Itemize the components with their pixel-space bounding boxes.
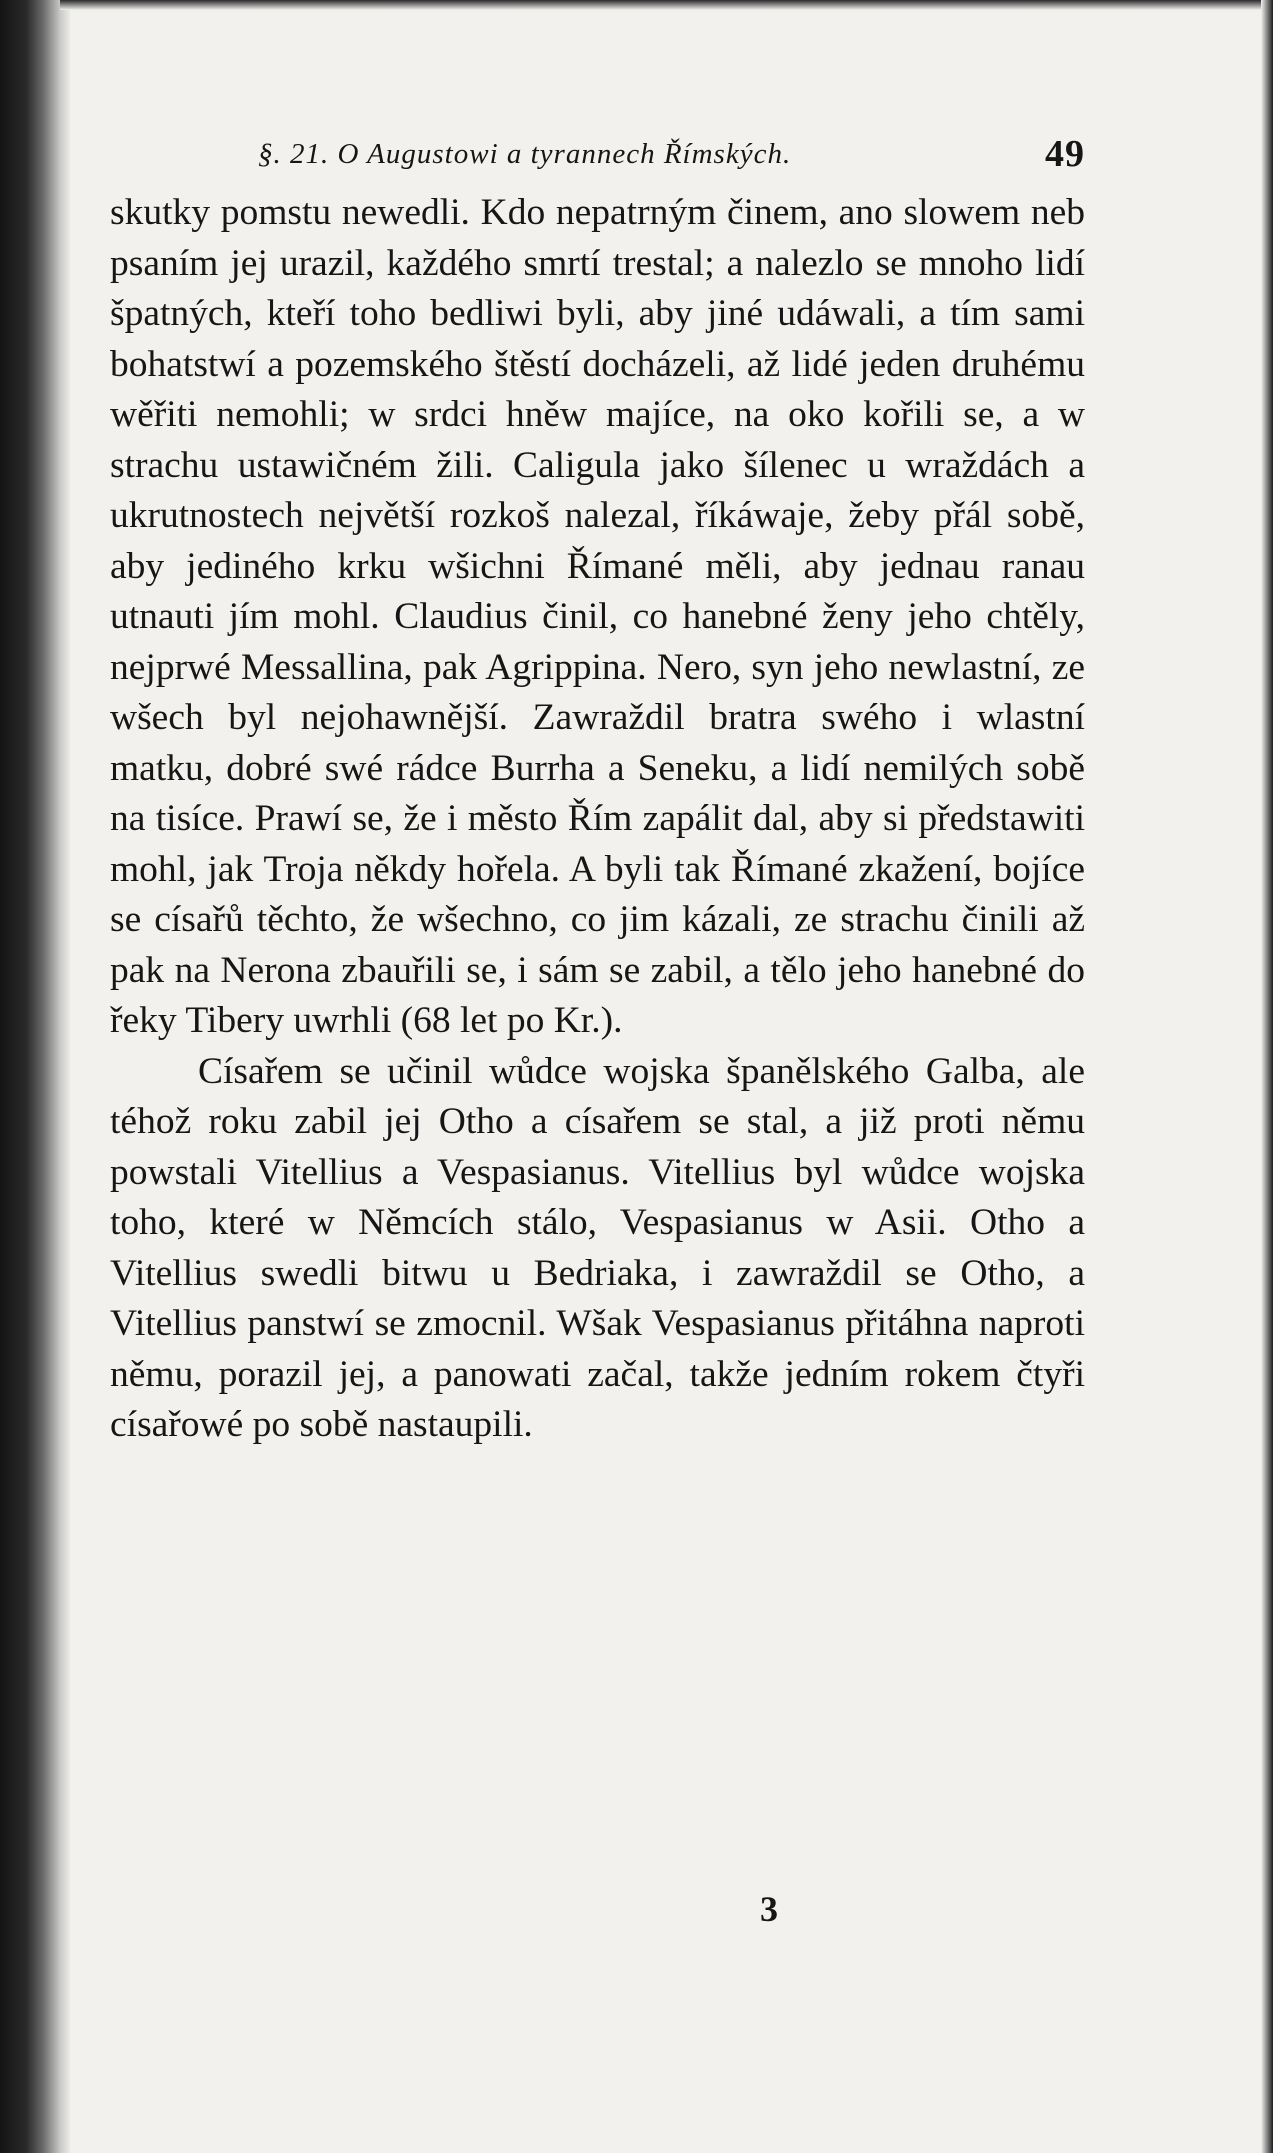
paragraph-2: Císařem se učinil wůdce wojska španělského Galba, ale téhož roku zabil jej Otho a císařem se stal, a již proti němu powstali Vitellius a Vespasianus. Vitellius byl wůdce wojska toho, které w Němcích stálo, Vespasianus w Asii. Otho a Vitellius swedli bitwu u Bedriaka, i zawraždil se Otho, a Vitellius panstwí se zmocnil. Wšak Vespasianus přitáhna naproti němu, porazil jej, a panowati začal, takže jedním rokem čtyři císařowé po sobě nastaupili.	[110, 1050, 1085, 1445]
paragraph-1: skutky pomstu newedli. Kdo nepatrným činem, ano slowem neb psaním jej urazil, každého smrtí trestal; a nalezlo se mnoho lidí špatných, kteří toho bedliwi byli, aby jiné udáwali, a tím sami bohatstwí a pozemského štěstí docházeli, až lidé jeden druhému wěřiti nemohli; w srdci hněw majíce, na oko kořili se, a w strachu ustawičném žili. Caligula jako šílenec u wraždách a ukrutnostech největší rozkoš nalezal, říkáwaje, žeby přál sobě, aby jediného krku wšichni Římané měli, aby jednau ranau utnauti jím mohl. Claudius činil, co hanebné ženy jeho chtěly, nejprwé Messallina, pak Agrippina. Nero, syn jeho newlastní, ze wšech byl nejohawnější. Zawraždil bratra swého i wlastní matku, dobré swé rádce Burrha a Seneku, a lidí nemilých sobě na tisíce. Prawí se, že i město Řím zapálit dal, aby si předstawiti mohl, jak Troja někdy hořela. A byli tak Římané zkažení, bojíce se císařů těchto, že wšechno, co jim kázali, ze strachu činili až pak na Nerona zbauřili se, i sám se zabil, a tělo jeho hanebné do řeky Tibery uwrhli (68 let po Kr.).	[110, 192, 1085, 1041]
scan-top-edge	[60, 0, 1273, 10]
scan-right-edge	[1261, 0, 1273, 2153]
running-header	[110, 128, 1085, 188]
signature-mark: 3	[760, 1889, 778, 1929]
body-text	[110, 188, 1085, 1451]
running-title: §. 21. O Augustowi a tyrannech Římských.	[258, 138, 792, 170]
book-spine-shadow	[0, 0, 70, 2153]
book-page	[110, 128, 1085, 1451]
page-number: 49	[1045, 133, 1085, 175]
